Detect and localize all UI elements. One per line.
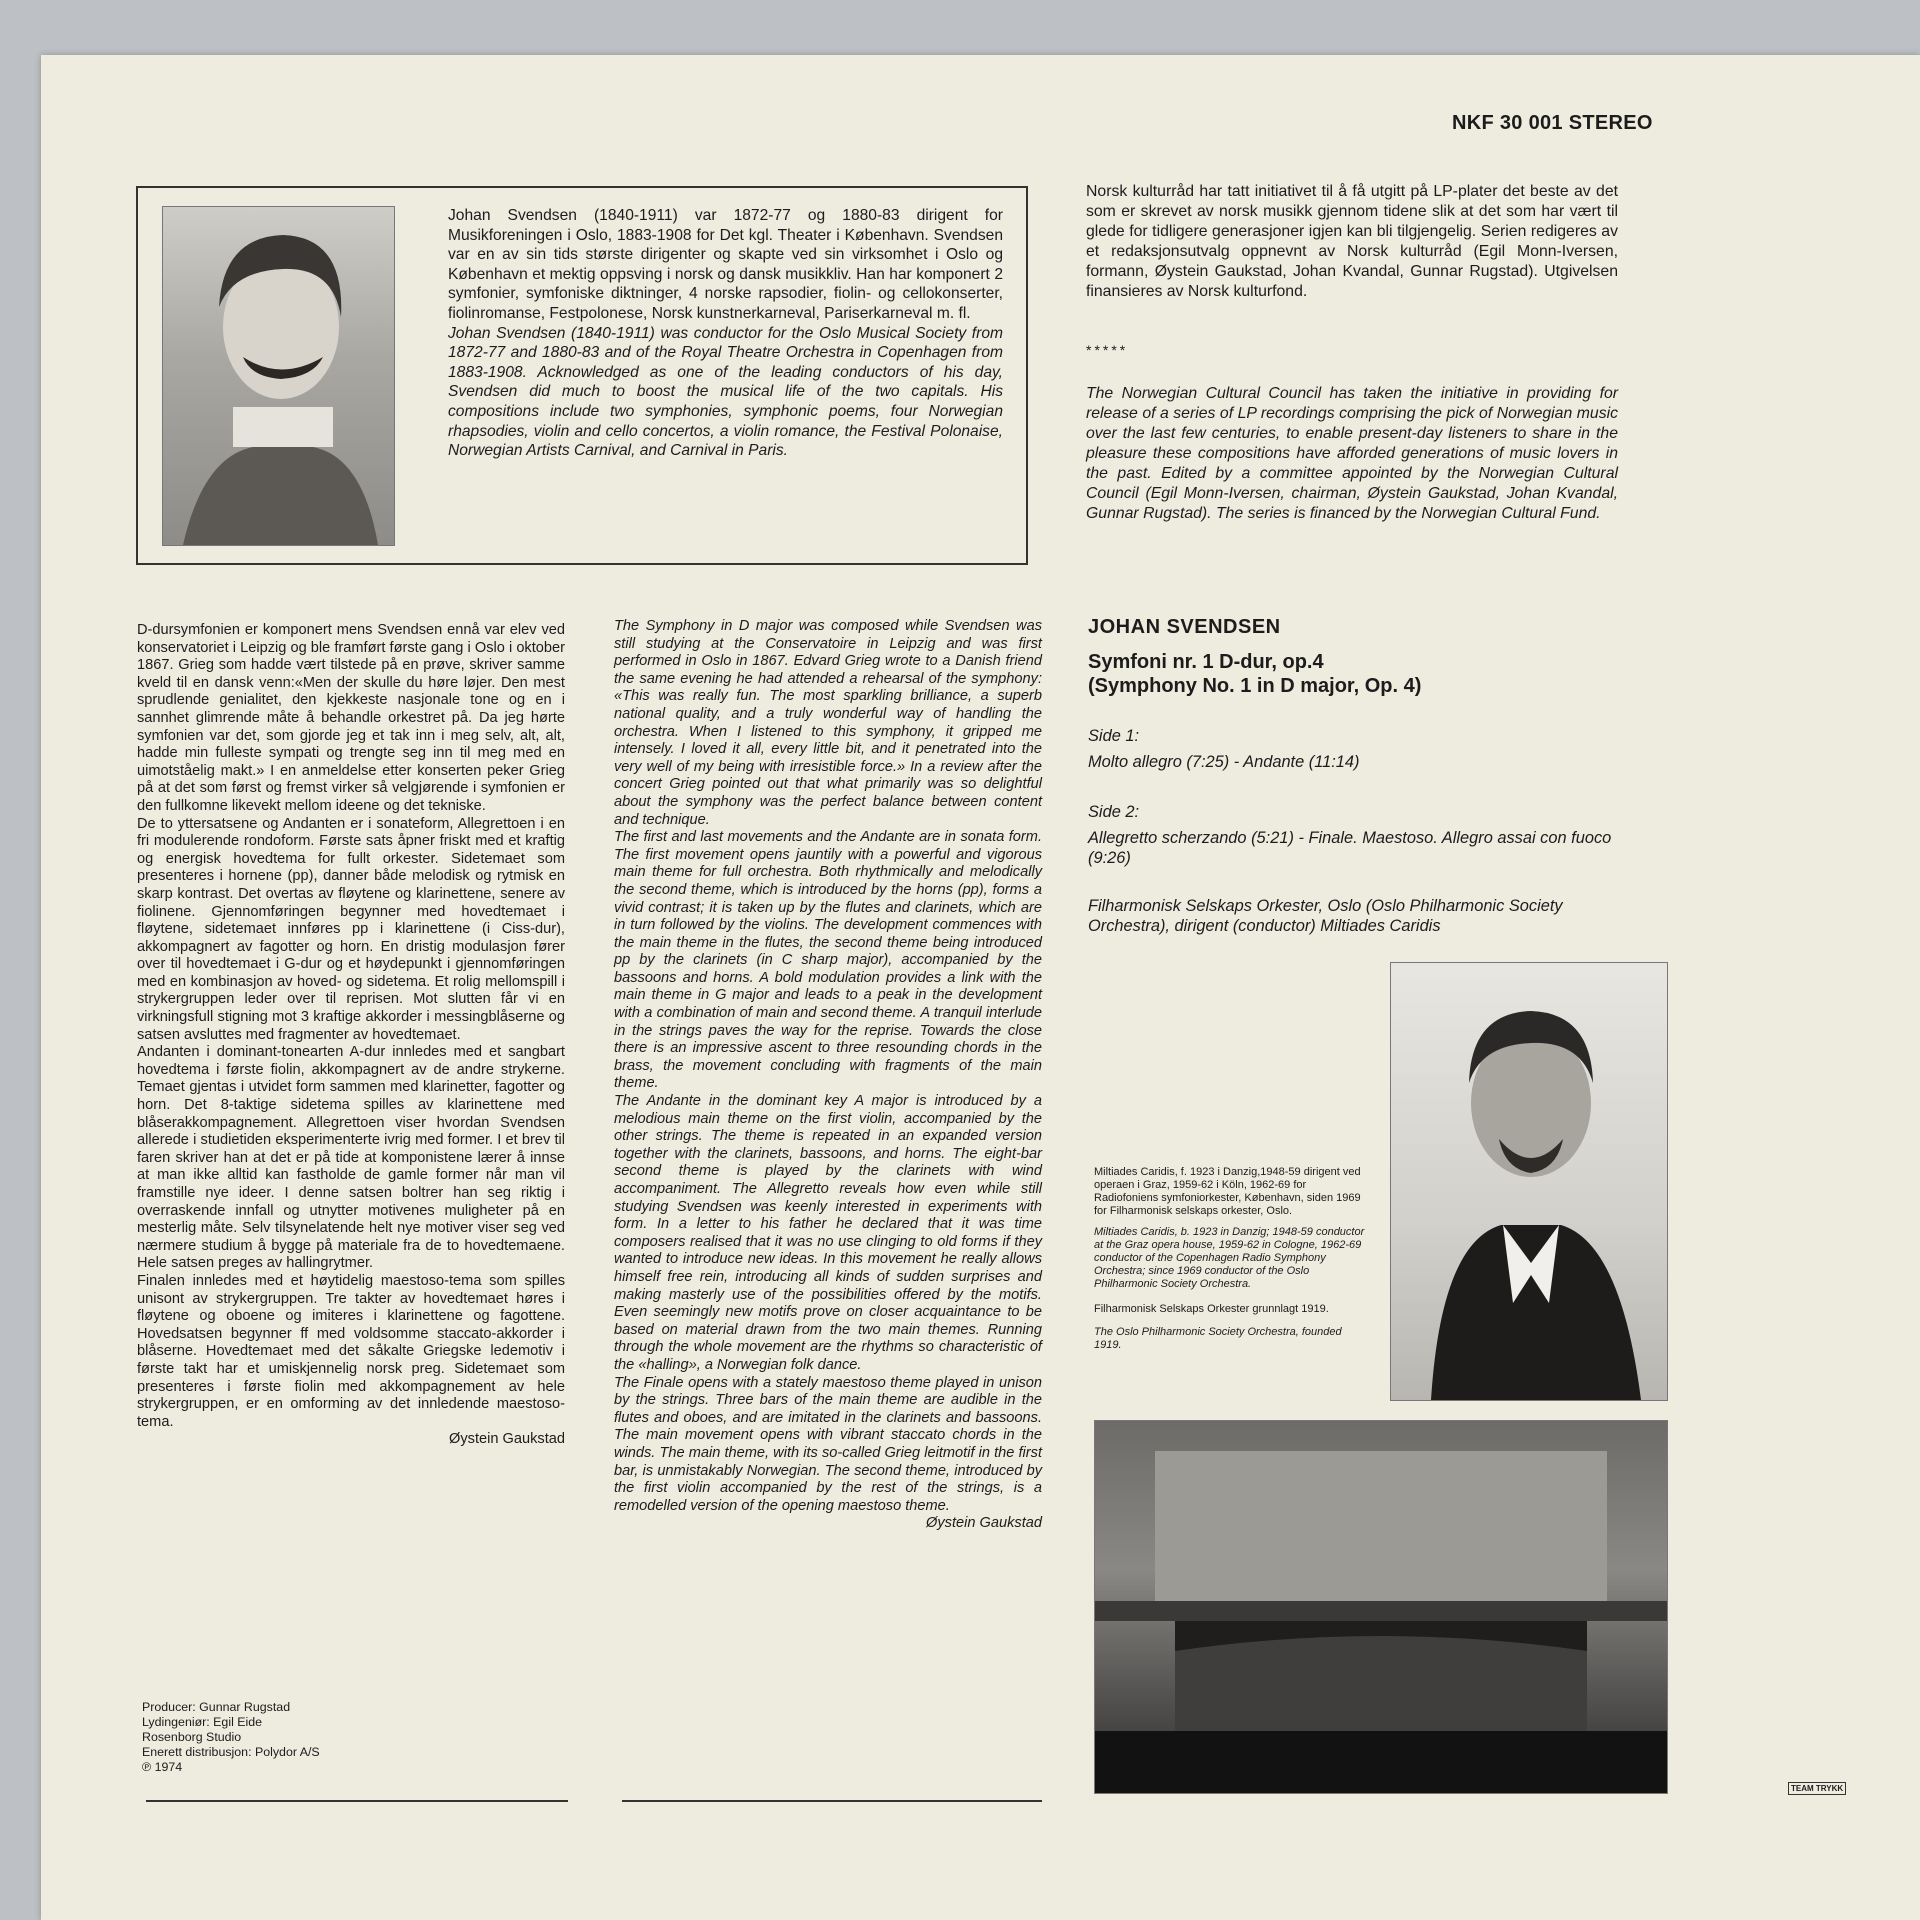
rule-left <box>146 1800 568 1802</box>
kulturrad-no: Norsk kulturråd har tatt initiativet til å få utgitt på LP-plater det beste av det som er skrevet av norsk musikk gjennom tidene slik at det som har vært til glede for tidligere generasjoner igjen kan bli tilgjengelig. Serien redigeres av et redaksjonsutvalg oppnevnt av Norsk kulturråd (Egil Monn-Iversen, formann, Øystein Gaukstad, Johan Kvandal, Gunnar Rugstad). Utgivelsen finansieres av Norsk kulturfond. <box>1086 183 1618 300</box>
work-title-no: Symfoni nr. 1 D-dur, op.4 <box>1088 651 1324 673</box>
catalog-number: NKF 30 001 STEREO <box>1452 112 1653 134</box>
work-title <box>1088 650 1648 698</box>
notes-no <box>137 622 565 1449</box>
notes-no-signature: Øystein Gaukstad <box>449 1431 565 1448</box>
notes-no-p4: Finalen innledes med et høytidelig maestoso-tema som spilles unisont av strykergruppen. Tre takter av hovedtemaet høres i fløytene og oboene og imiteres i klarinettene og fagottene. Hovedsatsen begynner ff med voldsomme staccato-akkorder i blåserne. Hovedtemaet med det såkalte Griegske ledemotiv i første takt har et umiskjennelig norsk preg. Sidetemaet som presenteres i første fiolin med akkompagnement av hele strykergruppen, er en omforming av det innledende maestoso-tema. <box>137 1272 565 1430</box>
work-title-en: (Symphony No. 1 in D major, Op. 4) <box>1088 675 1422 697</box>
side1-tracks: Molto allegro (7:25) - Andante (11:14) <box>1088 753 1360 771</box>
team-trykk-logo: TEAM TRYKK <box>1788 1782 1846 1795</box>
side2-tracks: Allegretto scherzando (5:21) - Finale. Maestoso. Allegro assai con fuoco (9:26) <box>1088 829 1612 867</box>
notes-no-p2: De to yttersatsene og Andanten er i sonateform, Allegrettoen i en fri modulerende rondoform. Første sats åpner friskt med et kraftig og energisk hovedtema for fullt orkester. Sidetemaet som presenteres i hornene (pp), danner både melodisk og rytmisk en skarp kontrast. Det overtas av fløytene og klarinettene, senere av fiolinene. Gjennomføringen begynner med hovedtemaet i fløytene, sidetemaet innføres pp i klarinettene (i Ciss-dur), akkompagnert av fagotter og horn. En dristig modulasjon fører over til hovedtemaet i G-dur og et høydepunkt i gjennomføringen med en kombinasjon av hoved- og sidetema. Et rolig mellomspill i strykergruppen leder over til reprisen. Mot slutten får vi en virkningsfull stigning mot 3 kraftige akkorder i messingblåserne og satsen avsluttes med fragmenter av hovedtemaet. <box>137 815 565 1043</box>
notes-en-p3: The Andante in the dominant key A major is introduced by a melodious main theme on the first violin, accompanied by the other strings. The theme is repeated in an expanded version together with the clarinets, bassoons, and horns. The eight-bar second theme is played by the clarinets with wind accompaniment. The Allegretto reveals how even while still studying Svendsen was keenly interested in experiments with form. In a letter to his father he declared that it was time composers realised that it was no use clinging to old forms if they wanted to introduce new ideas. In this movement he really allows himself free rein, introducing all kinds of sudden surprises and making masterly use of the possibilities offered by the motifs. Even seemingly new motifs prove on closer acquaintance to be based on material drawn from the two main themes. Running through the whole movement are the rhythms so characteristic of the «halling», a Norwegian folk dance. <box>614 1093 1042 1373</box>
svendsen-photo <box>162 206 395 546</box>
rule-middle <box>622 1800 1042 1802</box>
svendsen-portrait-icon <box>163 207 394 545</box>
caridis-bio-no: Miltiades Caridis, f. 1923 i Danzig,1948-59 dirigent ved operaen i Graz, 1959-62 i Köln, 1962-69 for Radiofoniens symfoniorkester, København, siden 1969 for Filharmonisk selskaps orkester, Oslo. <box>1094 1166 1361 1217</box>
performers: Filharmonisk Selskaps Orkester, Oslo (Oslo Philharmonic Society Orchestra), dirigent (conductor) Miltiades Caridis <box>1088 897 1563 935</box>
production-credits <box>142 1700 320 1775</box>
bio-no: Johan Svendsen (1840-1911) var 1872-77 og 1880-83 dirigent for Musikforeningen i Oslo, 1883-1908 for Det kgl. Theater i København. Svendsen var en av sin tids største dirigenter og skapte ved sin virksomhet i Oslo og København et mektig oppsving i norsk og dansk musikkliv. Han har komponert 2 symfonier, symfoniske diktninger, 4 norske rapsodier, fiolin- og cellokonserter, fiolinromanse, Festpolonese, Norsk kunstnerkarneval, Pariserkarneval m. fl. <box>448 207 1003 322</box>
notes-en <box>614 618 1042 1533</box>
notes-en-signature: Øystein Gaukstad <box>926 1515 1042 1532</box>
concert-hall-icon <box>1095 1421 1667 1793</box>
caridis-photo <box>1390 962 1668 1401</box>
credit-engineer: Lydingeniør: Egil Eide <box>142 1715 263 1729</box>
notes-no-p3: Andanten i dominant-tonearten A-dur innledes med et sangbart hovedtema i første fiolin, akkompagnert av de andre strykerne. Temaet gjentas i utvidet form sammen med klarinetter, fagotter og horn. Det 8-taktige sidetema spilles av klarinettene med blåserakkompagnement. Allegrettoen viser hvordan Svendsen allerede i studietiden eksperimenterte ivrig med former. I et brev til faren skriver han at det er på tide at komponistene lærer å innse at man ikke alltid kan fastholde de gamle former når man vil framstille nye ideer. I denne satsen boltrer han seg riktig i overraskende innfall og utnytter motivenes muligheter på en mesterlig måte. Selv tilsynelatende helt nye motiver viser seg ved nærmere studium å bygge på materiale fra de to hovedtemaene. Hele satsen preges av hallingrytmer. <box>137 1044 565 1272</box>
credit-producer: Producer: Gunnar Rugstad <box>142 1700 291 1714</box>
credit-studio: Rosenborg Studio <box>142 1730 242 1744</box>
side1-label: Side 1: <box>1088 727 1140 745</box>
notes-en-p1: The Symphony in D major was composed while Svendsen was still studying at the Conservatoire in Leipzig and was first performed in Oslo in 1867. Edvard Grieg wrote to a Danish friend the same evening he had attended a rehearsal of the symphony: «This was really fun. The most sparkling brilliance, a superb national quality, and a truly wonderful way of handling the orchestra. When I listened to this symphony, it gripped me intensely. I loved it all, every little bit, and it penetrated into the very well of my being with irresistible force.» In a review after the concert Grieg pointed out that what primarily was so delightful about the symphony was the perfect balance between content and technique. <box>614 618 1042 828</box>
bio-en: Johan Svendsen (1840-1911) was conductor for the Oslo Musical Society from 1872-77 and 1880-83 and of the Royal Theatre Orchestra in Copenhagen from 1883-1908. Acknowledged as one of the leading conductors of his day, Svendsen did much to boost the musical life of the two capitals. His compositions include two symphonies, symphonic poems, four Norwegian rhapsodies, violin and cello concertos, a violin romance, the Festival Polonaise, Norwegian Artists Carnival, and Carnival in Paris. <box>448 324 1003 460</box>
orchestra-caption-no: Filharmonisk Selskaps Orkester grunnlagt 1919. <box>1094 1303 1329 1315</box>
kulturrad-en: The Norwegian Cultural Council has taken the initiative in providing for release of a series of LP recordings comprising the pick of Norwegian music over the last few centuries, to enable present-day listeners to share in the pleasure these compositions have afforded generations of music lovers in the past. Edited by a committee appointed by the Norwegian Cultural Council (Egil Monn-Iversen, chairman, Øystein Gaukstad, Johan Kvandal, Gunnar Rugstad). The series is financed by the Norwegian Cultural Fund. <box>1086 385 1618 522</box>
credit-year: ℗ 1974 <box>142 1760 183 1774</box>
orchestra-caption-en: The Oslo Philharmonic Society Orchestra, founded 1919. <box>1094 1326 1342 1351</box>
composer-name: JOHAN SVENDSEN <box>1088 616 1281 638</box>
caridis-captions <box>1094 1166 1370 1352</box>
notes-no-p1: D-dursymfonien er komponert mens Svendsen ennå var elev ved konservatoriet i Leipzig og ble framført første gang i Oslo i oktober 1867. Grieg som hadde vært tilstede på en prøve, skriver samme kvеld til en dansk venn:«Men der skulle du høre løjer. Den mest sprudlende genialitet, den kjekkeste nasjonale tone og en i sannhet glimrende måte å behandle orkestret på. Da jeg hørte symfonien var det, som gjorde jeg et tak inn i meg selv, alt, alt, hadde min fulleste sympati og trengte seg inn til meg med en uimotståelig makt.» I en anmeldelse etter konserten peker Grieg på at det som først og fremst virker så velgjørende i symfonien er den fullkomne likevekt mellom ideene og det tekniske. <box>137 622 565 814</box>
caridis-bio-en: Miltiades Caridis, b. 1923 in Danzig; 1948-59 conductor at the Graz opera house, 1959-62 in Cologne, 1962-69 conductor of the Copenhagen Radio Symphony Orchestra; since 1969 conductor of the Oslo Philharmonic Society Orchestra. <box>1094 1226 1365 1290</box>
notes-en-p4: The Finale opens with a stately maestoso theme played in unison by the strings. Three bars of the main theme are audible in the flutes and oboes, and are imitated in the clarinets and bassoons. The main movement opens with vibrant staccato chords in the winds. The main theme, with its so-called Grieg leitmotif in the first bar, is unmistakably Norwegian. The second theme, introduced by the first violin accompanied by the rest of the strings, is a remodelled version of the opening maestoso theme. <box>614 1374 1042 1514</box>
caridis-portrait-icon <box>1391 963 1667 1400</box>
side2-label: Side 2: <box>1088 803 1140 821</box>
bio-text <box>448 206 1003 461</box>
separator-stars: ***** <box>1086 342 1129 358</box>
notes-en-p2: The first and last movements and the Andante are in sonata form. The first movement opens jauntily with a powerful and vigorous main theme for full orchestra. Both rhythmically and melodically the second theme, which is introduced by the horns (pp), forms a vivid contrast; it is taken up by the flutes and clarinets, which are in turn followed by the violins. The development commences with the main theme in the flutes, the second theme being introduced pp by the clarinets (in C sharp major), accompanied by the bassoons and horns. A bold modulation provides a link with the main theme in G major and leads to a peak in the development with a combination of main and second theme. A tranquil interlude in the strings paves the way for the reprise. Towards the close there is an impressive ascent to three resounding chords in the brass, the movement concluding with fragments of the main theme. <box>614 829 1042 1092</box>
orchestra-photo <box>1094 1420 1668 1794</box>
credit-distribution: Enerett distribusjon: Polydor A/S <box>142 1745 320 1759</box>
